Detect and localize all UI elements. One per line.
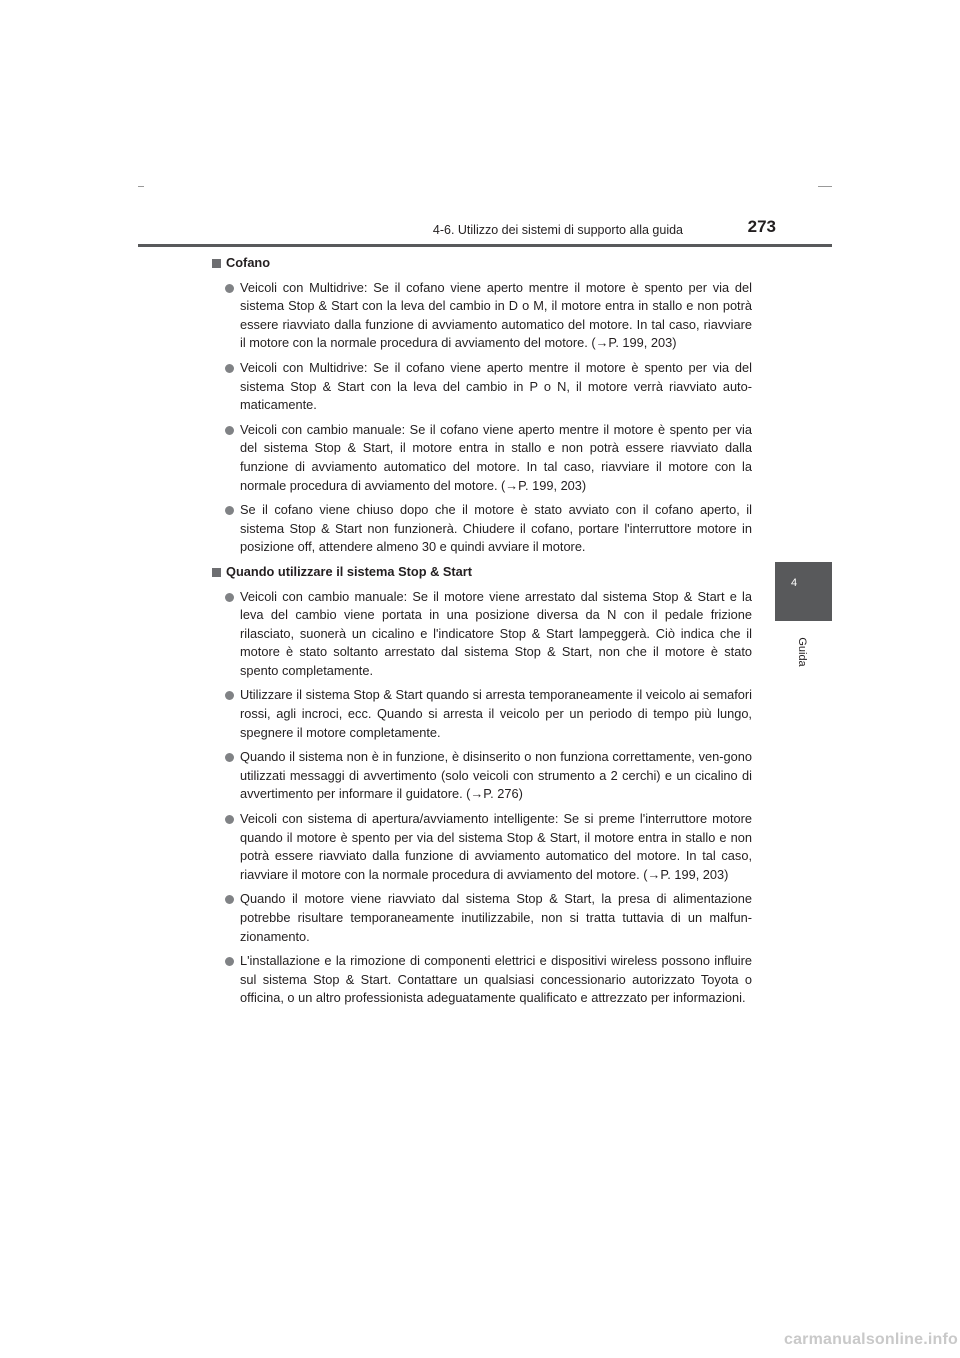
round-bullet-icon bbox=[225, 284, 234, 293]
list-item bbox=[212, 279, 752, 353]
page-number: 273 bbox=[747, 217, 776, 236]
chapter-tab-label: Guida bbox=[796, 637, 808, 667]
round-bullet-icon bbox=[225, 895, 234, 904]
watermark: carmanualsonline.info bbox=[783, 1331, 958, 1348]
page-content bbox=[212, 254, 752, 1014]
crop-mark-left bbox=[138, 186, 144, 187]
list-item-text: L'installazione e la rimozione di componenti elettrici e dispositivi wireless possono influire sul sistema Stop & Start. Contattare un qualsiasi concessionario autorizzato Toyota o officina, o un altro professionista adeguatamente qualificato e attrezzato per informazioni. bbox=[240, 953, 752, 1006]
section-cofano bbox=[212, 254, 752, 557]
square-bullet-icon bbox=[212, 259, 221, 268]
square-bullet-icon bbox=[212, 568, 221, 577]
chapter-tab-label-wrap bbox=[794, 632, 810, 672]
section-title bbox=[212, 563, 752, 582]
list-item bbox=[212, 501, 752, 557]
list-item bbox=[212, 588, 752, 681]
section-title-text: Quando utilizzare il sistema Stop & Start bbox=[226, 563, 473, 579]
round-bullet-icon bbox=[225, 506, 234, 515]
list-item bbox=[212, 748, 752, 804]
section-title bbox=[212, 254, 752, 273]
list-item bbox=[212, 421, 752, 495]
running-header-title: 4-6. Utilizzo dei sistemi di supporto alla guida bbox=[432, 223, 683, 237]
list-item-text: Veicoli con sistema di apertura/avviamento intelligente: Se si preme l'interruttore motore quando il motore è spento per via del sistema Stop & Start, il motore entra in stallo e non potrà essere riavviato dalla funzione di avviamento automatico del motore. In tal caso, riavviare il motore con la normale procedura di avviamento del motore. (→P. 199, 203) bbox=[240, 811, 752, 882]
section-stop-start bbox=[212, 563, 752, 1008]
round-bullet-icon bbox=[225, 753, 234, 762]
list-item-text: Veicoli con Multidrive: Se il cofano viene aperto mentre il motore è spento per via del sistema Stop & Start con la leva del cambio in P o N, il motore verrà riavviato auto-maticamente. bbox=[240, 359, 752, 413]
list-item bbox=[212, 686, 752, 742]
crop-mark-right bbox=[818, 186, 832, 187]
round-bullet-icon bbox=[225, 426, 234, 435]
round-bullet-icon bbox=[225, 815, 234, 824]
list-item-text: Quando il motore viene riavviato dal sistema Stop & Start, la presa di alimentazione potrebbe risultare temporaneamente inutilizzabile, non si tratta tuttavia di un malfun-zionamento. bbox=[240, 891, 752, 944]
list-item-text: Utilizzare il sistema Stop & Start quando si arresta temporaneamente il veicolo ai semafori rossi, agli incroci, ecc. Quando si arresta il veicolo per un periodo di tempo più lungo, spegnere il motore completamente. bbox=[240, 687, 752, 740]
chapter-tab bbox=[775, 562, 832, 621]
header-rule bbox=[138, 244, 832, 247]
list-item bbox=[212, 359, 752, 415]
list-item-text: Se il cofano viene chiuso dopo che il motore è stato avviato con il cofano aperto, il sistema Stop & Start non funzionerà. Chiudere il cofano, portare l'interruttore motore in posizione off, attendere almeno 30 e quindi avviare il motore. bbox=[240, 502, 752, 555]
section-title-text: Cofano bbox=[226, 255, 271, 270]
list-item-text: Veicoli con cambio manuale: Se il motore viene arrestato dal sistema Stop & Start e la leva del cambio viene portata in una posizione diversa da N con il pedale frizione rilasciato, suonerà un cicalino e l'indicatore Stop & Start lampeggerà. Ciò indica che il motore è stato soltanto arrestato dal sistema Stop & Start, non che il motore è stato spento completamente. bbox=[240, 588, 752, 678]
list-item-text: Quando il sistema non è in funzione, è disinserito o non funziona correttamente, ven-gono utilizzati messaggi di avvertimento (solo veicoli con strumento a 2 cerchi) e un cicalino di avvertimento per informare il guidatore. (→P. 276) bbox=[240, 749, 752, 802]
list-item bbox=[212, 890, 752, 946]
list-item-text: Veicoli con cambio manuale: Se il cofano viene aperto mentre il motore è spento per via del sistema Stop & Start, il motore entra in stallo e non potrà essere riavviato dalla funzione di avviamento automatico del motore. In tal caso, riavviare il motore con la normale procedura di avviamento del motore. (→P. 199, 203) bbox=[240, 421, 752, 493]
round-bullet-icon bbox=[225, 957, 234, 966]
round-bullet-icon bbox=[225, 593, 234, 602]
list-item bbox=[212, 952, 752, 1008]
list-item bbox=[212, 810, 752, 884]
round-bullet-icon bbox=[225, 691, 234, 700]
chapter-tab-number: 4 bbox=[790, 577, 798, 589]
list-item-text: Veicoli con Multidrive: Se il cofano viene aperto mentre il motore è spento per via del sistema Stop & Start con la leva del cambio in D o M, il motore entra in stallo e non potrà essere riavviato dalla funzione di avviamento automatico del motore. In tal caso, riavviare il motore con la normale procedura di avviamento del motore. (→P. 199, 203) bbox=[240, 279, 752, 351]
round-bullet-icon bbox=[225, 364, 234, 373]
